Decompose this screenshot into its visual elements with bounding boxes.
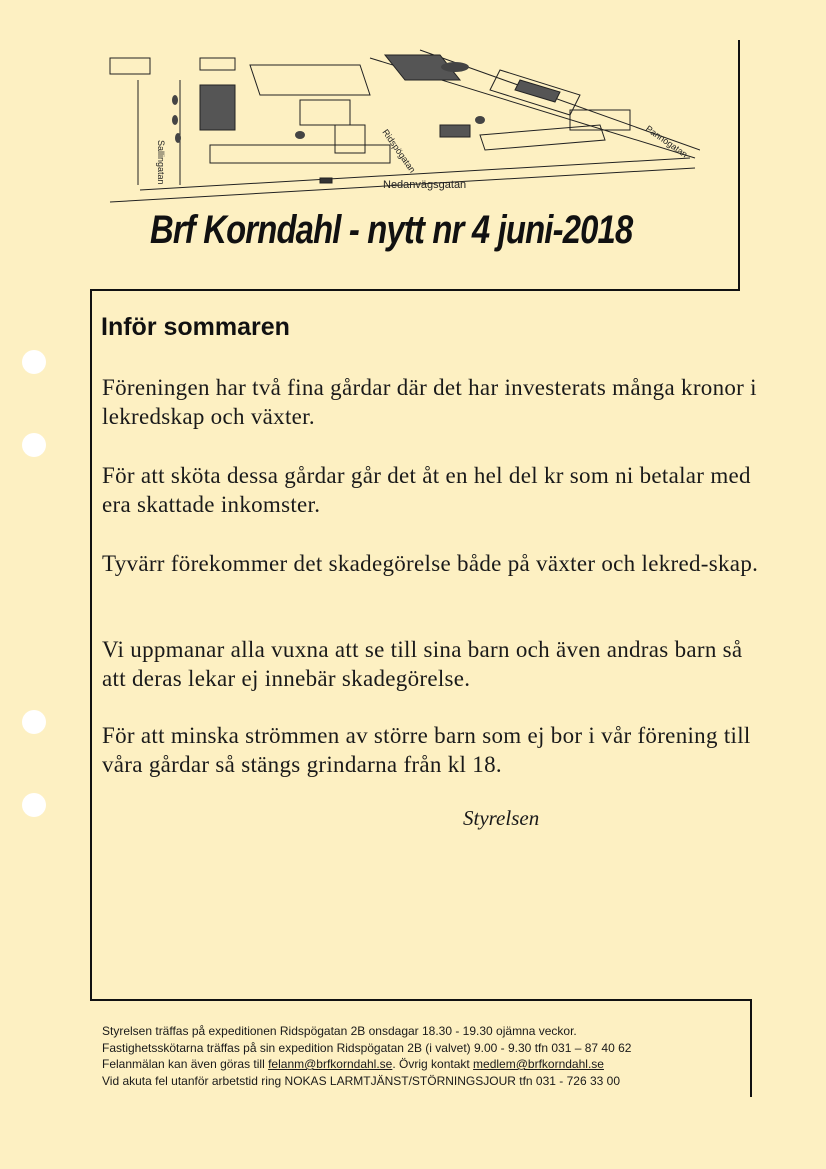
punch-hole [22, 710, 46, 734]
email-link-felanm[interactable]: felanm@brfkorndahl.se [268, 1057, 393, 1071]
article-paragraph: För att minska strömmen av större barn som ej bor i vår förening till våra gårdar så stängs grindarna från kl 18. [102, 723, 751, 777]
article-paragraph: Tyvärr förekommer det skadegörelse både på växter och lekred-skap. [102, 551, 759, 576]
street-label-right: Pannogatan [643, 123, 690, 160]
street-label-bottom: Nedanvägsgatan [383, 179, 467, 191]
signature: Styrelsen [463, 806, 540, 830]
article-heading: Inför sommaren [101, 313, 290, 341]
footer-line: Styrelsen träffas på expeditionen Ridspögatan 2B onsdagar 18.30 - 19.30 ojämna veckor. [102, 1024, 577, 1038]
frame-line-top [90, 289, 740, 291]
punch-hole [22, 433, 46, 457]
footer-text: Felanmälan kan även göras till [102, 1057, 269, 1071]
neighborhood-map-illustration [100, 40, 700, 210]
street-label-left: Sallingatan [156, 140, 166, 185]
footer-line: Fastighetsskötarna träffas på sin expedition Ridspögatan 2B (i valvet) 9.00 - 9.30 tfn 031 – 87 40 62 [102, 1040, 632, 1055]
punch-hole [22, 793, 46, 817]
article-paragraph: Vi uppmanar alla vuxna att se till sina barn och även andras barn så att deras lekar ej innebär skadegörelse. [102, 637, 743, 691]
footer-text: . Övrig kontakt [392, 1057, 474, 1071]
footer-info [102, 1023, 742, 1089]
frame-line-bottom-right-vertical [750, 999, 752, 1097]
frame-line-bottom [90, 999, 752, 1001]
frame-line-left [90, 289, 92, 1001]
footer-line: Vid akuta fel utanför arbetstid ring NOKAS LARMTJÄNST/STÖRNINGSJOUR tfn 031 - 726 33 00 [102, 1073, 620, 1088]
street-label-middle: Ridspögatan [380, 127, 418, 175]
newsletter-title: Brf Korndahl - nytt nr 4 juni-2018 [150, 208, 633, 252]
article-paragraph: För att sköta dessa gårdar går det åt en hel del kr som ni betalar med era skattade inkomster. [102, 463, 751, 517]
article-paragraph: Föreningen har två fina gårdar där det har investerats många kronor i lekredskap och växter. [102, 375, 757, 429]
frame-line-top-right-vertical [738, 40, 740, 290]
email-link-medlem[interactable]: medlem@brfkorndahl.se [473, 1057, 604, 1071]
punch-hole [22, 350, 46, 374]
footer-line [102, 1056, 742, 1073]
